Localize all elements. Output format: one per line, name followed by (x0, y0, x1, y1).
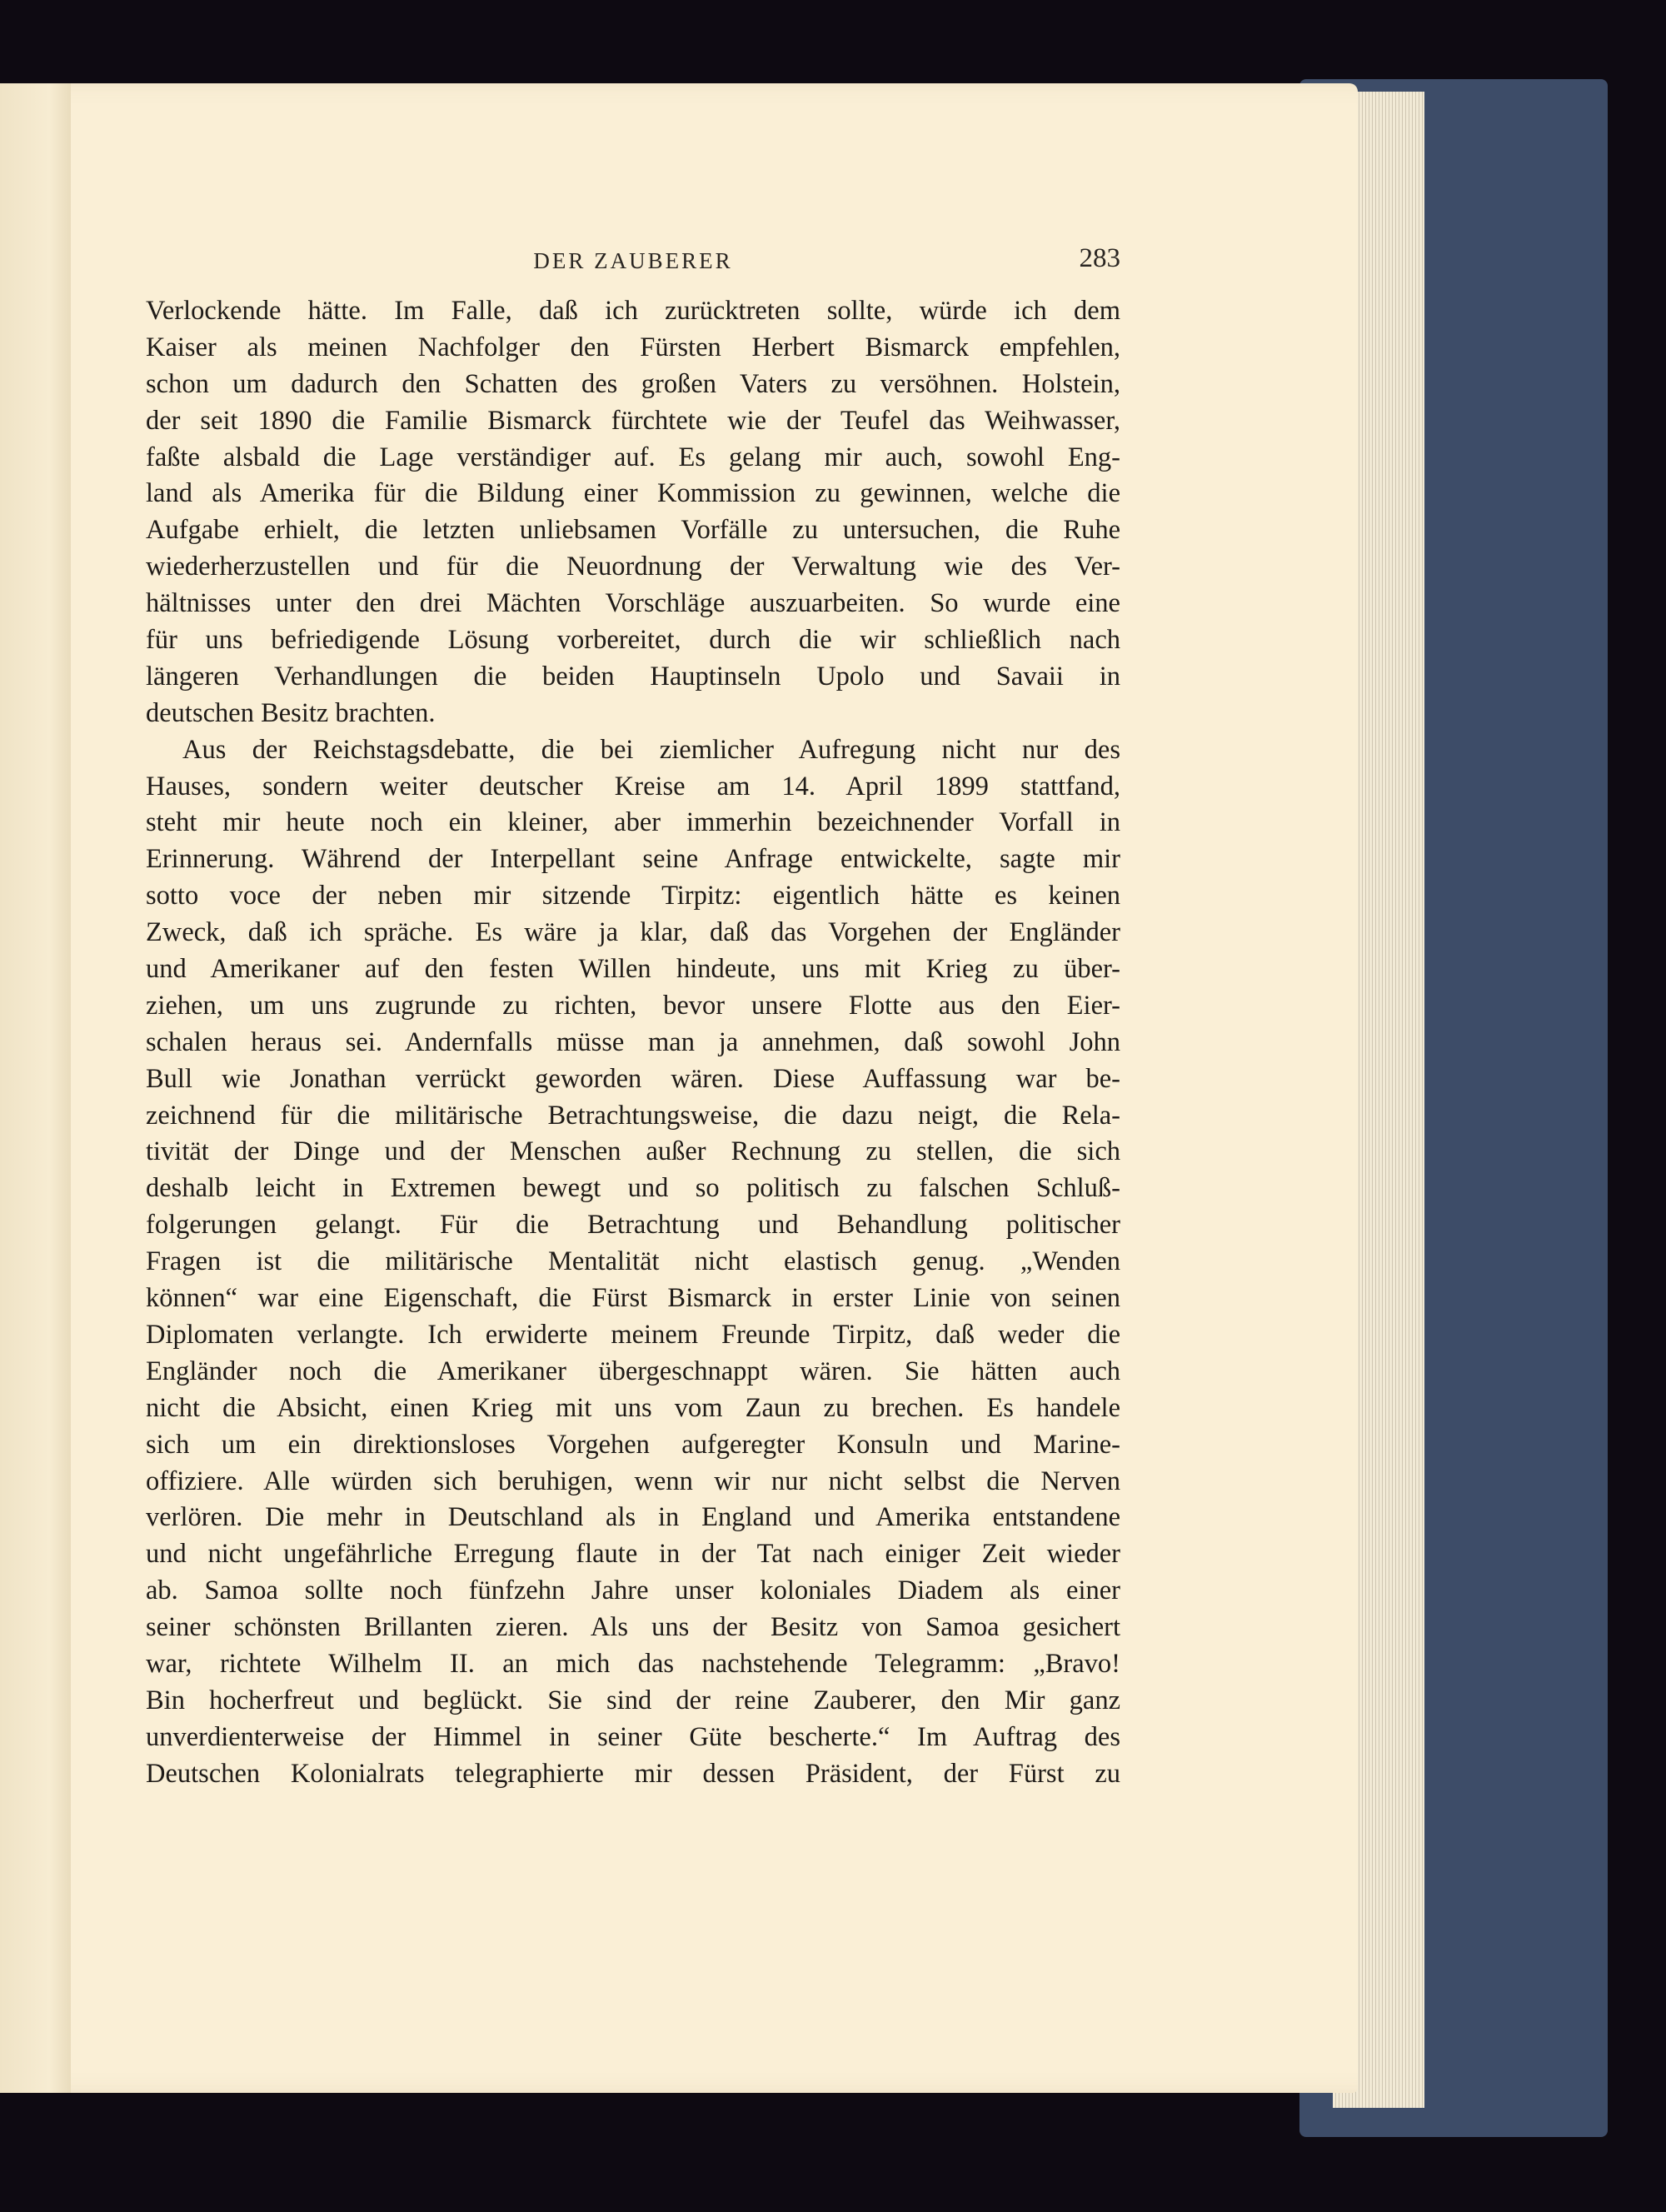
text-line: sich um ein direktionsloses Vorgehen aufgeregter Konsuln und Marine- (146, 1429, 1120, 1460)
text-line: verlören. Die mehr in Deutschland als in England und Amerika entstandene (146, 1502, 1120, 1533)
text-line: war, richtete Wilhelm II. an mich das nachstehende Telegramm: „Bravo! (146, 1648, 1120, 1679)
text-line: Hauses, sondern weiter deutscher Kreise am 14. April 1899 stattfand, (146, 771, 1120, 801)
text-line: Aus der Reichstagsdebatte, die bei ziemlicher Aufregung nicht nur des (182, 734, 1120, 765)
text-line: schalen heraus sei. Andernfalls müsse man ja annehmen, daß sowohl John (146, 1026, 1120, 1057)
text-line: und Amerikaner auf den festen Willen hindeute, uns mit Krieg zu über- (146, 954, 1120, 985)
text-line: Bull wie Jonathan verrückt geworden wären. Diese Auffassung war be- (146, 1063, 1120, 1094)
text-line: und nicht ungefährliche Erregung flaute in der Tat nach einiger Zeit wieder (146, 1539, 1120, 1570)
text-line: nicht die Absicht, einen Krieg mit uns vom Zaun zu brechen. Es handele (146, 1392, 1120, 1423)
text-line: seiner schönsten Brillanten zieren. Als uns der Besitz von Samoa gesichert (146, 1612, 1120, 1643)
text-line: unverdienterweise der Himmel in seiner Güte bescherte.“ Im Auftrag des (146, 1721, 1120, 1752)
text-line: Erinnerung. Während der Interpellant seine Anfrage entwickelte, sagte mir (146, 844, 1120, 875)
running-header (146, 243, 1120, 280)
text-line: längeren Verhandlungen die beiden Hauptinseln Upolo und Savaii in (146, 661, 1120, 692)
text-line: Deutschen Kolonialrats telegraphierte mir dessen Präsident, der Fürst zu (146, 1758, 1120, 1789)
text-line: wiederherzustellen und für die Neuordnung der Verwaltung wie des Ver- (146, 552, 1120, 582)
text-line: hältnisses unter den drei Mächten Vorschläge auszuarbeiten. So wurde eine (146, 588, 1120, 619)
text-line: Verlockende hätte. Im Falle, daß ich zurücktreten sollte, würde ich dem (146, 296, 1120, 326)
text-line: folgerungen gelangt. Für die Betrachtung und Behandlung politischer (146, 1210, 1120, 1241)
text-line: land als Amerika für die Bildung einer Kommission zu gewinnen, welche die (146, 478, 1120, 509)
paragraph (146, 732, 1120, 1793)
text-line: sotto voce der neben mir sitzende Tirpitz: eigentlich hätte es keinen (146, 881, 1120, 911)
text-line: steht mir heute noch ein kleiner, aber immerhin bezeichnender Vorfall in (146, 807, 1120, 838)
running-title: DER ZAUBERER (533, 248, 733, 273)
text-line: deshalb leicht in Extremen bewegt und so politisch zu falschen Schluß- (146, 1173, 1120, 1204)
text-line: Fragen ist die militärische Mentalität nicht elastisch genug. „Wenden (146, 1246, 1120, 1277)
page-gutter (0, 83, 71, 2093)
text-line: faßte alsbald die Lage verständiger auf. Es gelang mir auch, sowohl Eng- (146, 442, 1120, 472)
body-text (146, 293, 1120, 1793)
text-line: können“ war eine Eigenschaft, die Fürst Bismarck in erster Linie von seinen (146, 1283, 1120, 1314)
text-line: Engländer noch die Amerikaner übergeschnappt wären. Sie hätten auch (146, 1356, 1120, 1386)
text-line: ab. Samoa sollte noch fünfzehn Jahre unser koloniales Diadem als einer (146, 1575, 1120, 1606)
text-line: Bin hocherfreut und beglückt. Sie sind der reine Zauberer, den Mir ganz (146, 1685, 1120, 1715)
text-line: tivität der Dinge und der Menschen außer Rechnung zu stellen, die sich (146, 1136, 1120, 1167)
text-line: deutschen Besitz brachten. (146, 697, 436, 728)
text-line: der seit 1890 die Familie Bismarck fürchtete wie der Teufel das Weihwasser, (146, 405, 1120, 436)
text-line: schon um dadurch den Schatten des großen Vaters zu versöhnen. Holstein, (146, 368, 1120, 399)
paragraph (146, 293, 1120, 732)
text-line: Zweck, daß ich spräche. Es wäre ja klar, daß das Vorgehen der Engländer (146, 917, 1120, 948)
text-line: Diplomaten verlangte. Ich erwiderte meinem Freunde Tirpitz, daß weder die (146, 1319, 1120, 1350)
text-line: ziehen, um uns zugrunde zu richten, bevor unsere Flotte aus den Eier- (146, 990, 1120, 1021)
text-line: offiziere. Alle würden sich beruhigen, wenn wir nur nicht selbst die Nerven (146, 1466, 1120, 1496)
text-line: für uns befriedigende Lösung vorbereitet, durch die wir schließlich nach (146, 625, 1120, 656)
text-line: Aufgabe erhielt, die letzten unliebsamen Vorfälle zu untersuchen, die Ruhe (146, 515, 1120, 546)
page-number: 283 (1079, 243, 1120, 273)
text-line: zeichnend für die militärische Betrachtungsweise, die dazu neigt, die Rela- (146, 1100, 1120, 1131)
text-line: Kaiser als meinen Nachfolger den Fürsten Herbert Bismarck empfehlen, (146, 332, 1120, 362)
